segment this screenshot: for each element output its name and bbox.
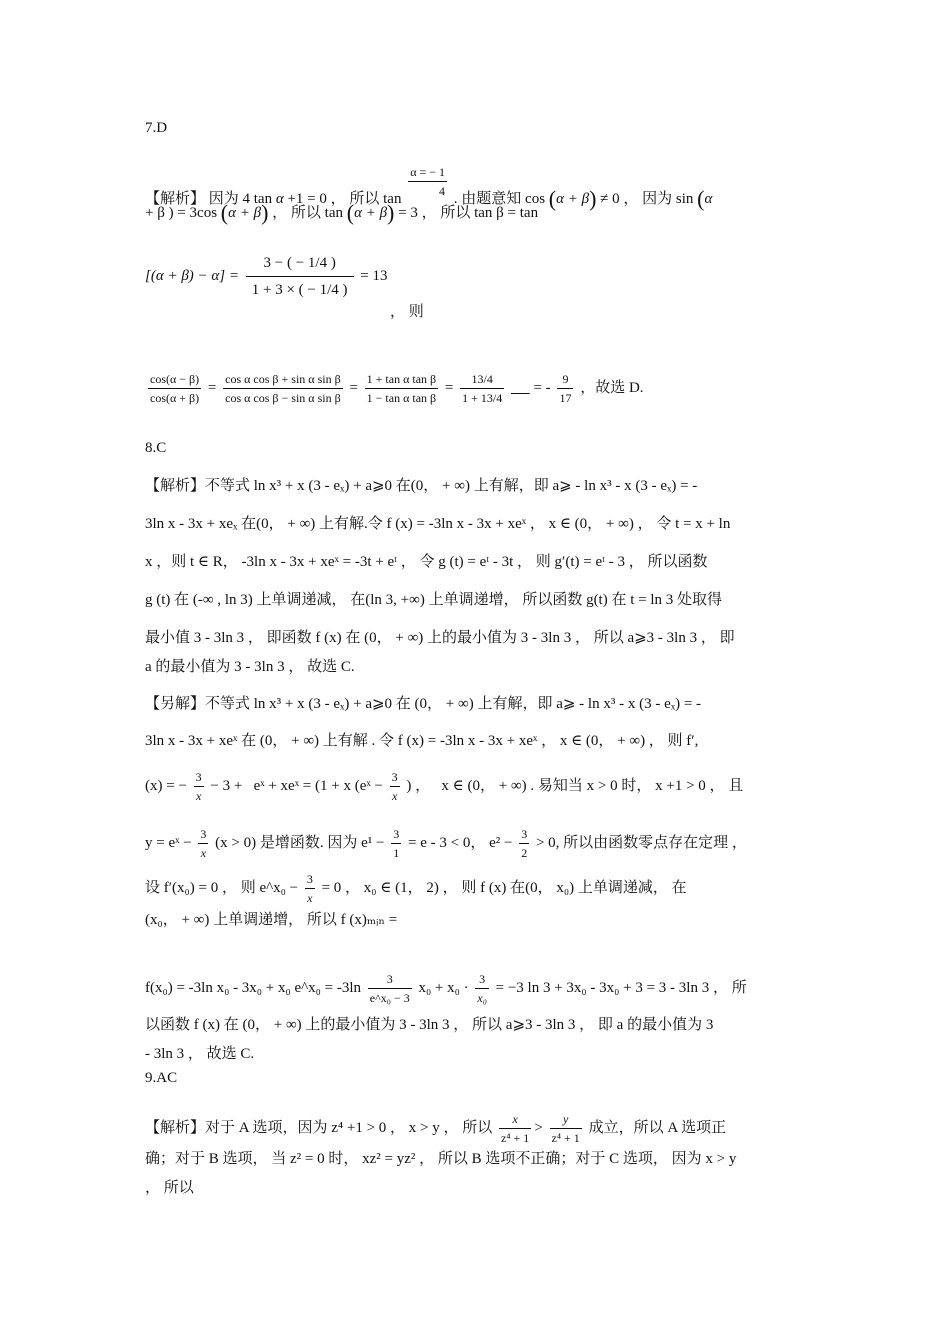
q8-text: (eˣ − <box>354 777 383 794</box>
q8-line: 最小值 3 - 3ln 3 ， 即函数 f (x) 在 (0， + ∞) 上的最小值为 3 - 3ln 3 ， 所以 a⩾3 - 3ln 3 ， 即 <box>145 630 735 646</box>
q8-text: > 0, 所以由函数零点存在定理 ， <box>535 834 747 851</box>
q7-text: α + β <box>354 205 388 221</box>
q7-text: . 由题意知 cos <box>453 191 546 207</box>
q8-text: (x > 0) 是增函数. 因为 e¹ − <box>215 834 385 851</box>
q8-frac-3-over-e <box>368 970 412 1007</box>
q7-frac-c-num: 1 + tan α tan β <box>365 370 438 389</box>
q7-line-3 <box>145 250 388 303</box>
q7-frac-a-den: cos(α + β) <box>150 391 200 405</box>
q8-alt-line-5 <box>145 870 687 907</box>
q7-frac-d-num: 13/4 <box>460 370 504 389</box>
q8-text: ) ， <box>406 777 431 794</box>
q7-frac-c-den: 1 − tan α tan β <box>366 391 437 405</box>
q8-alt-line: 【另解】不等式 ln x³ + x (3 - eₓ) + a⩾0 在 (0， + ∞) 上有解，即 a⩾ - ln x³ - x (3 - eₓ) = - <box>145 696 702 712</box>
q9-heading: 9.AC <box>145 1070 178 1086</box>
q9-text: 成立，所以 A 选项正 <box>588 1119 727 1136</box>
q7-frac-b-num: cos α cos β + sin α sin β <box>223 370 343 389</box>
q9-text: 【解析】对于 A 选项，因为 z⁴ +1 > 0 ， x > y ， 所以 <box>145 1119 493 1136</box>
q8-frac-3-over-x <box>305 870 315 907</box>
q7-text: = 13 <box>360 267 388 284</box>
q9-frac-y <box>550 1110 582 1147</box>
q9-line: 确；对于 B 选项， 当 z² = 0 时， xz² = yz² ， 所以 B 选项不正确；对于 C 选项， 因为 x > y <box>145 1151 737 1167</box>
q7-text: ≠ 0 ， 因为 sin <box>600 191 698 207</box>
q7-text: α + β <box>228 205 262 221</box>
q9-frac-x <box>499 1110 531 1147</box>
q8-line: g (t) 在 (-∞ , ln 3) 上单调递减， 在(ln 3, +∞) 上单调递增， 所以函数 g(t) 在 t = ln 3 处取得 <box>145 592 723 608</box>
frac-den: z⁴ + 1 <box>551 1131 580 1145</box>
frac-num: 3 <box>390 768 400 787</box>
frac-den: x <box>200 846 207 860</box>
frac-den: x <box>196 789 202 803</box>
q8-alt-line: (x₀， + ∞) 上单调递增， 所以 f (x)ₘᵢₙ = <box>145 912 398 928</box>
q8-frac-3-over-2 <box>519 825 529 862</box>
frac-den: 2 <box>521 846 528 860</box>
q7-frac-a <box>148 370 201 407</box>
q8-heading: 8.C <box>145 440 167 456</box>
q8-text: 设 f′(x₀) = 0 ， 则 e^x₀ − <box>145 879 299 896</box>
q7-line-5: $\frac{\cos(\alpha - \beta)}{\cos(\alpha + \beta)}$ = $\frac{\text{cos α cos β + sin α sin β}}{\text{cos α cos β − sin α sin β}}$ = $\frac{\text{1 + tan α tan β}}{\text{1 − tan α tan β}}$ = $\frac{13/4}{1 + 13/4}$ = - $\frac{9}{17}$ ，故选 D. <box>150 372 644 405</box>
frac-num: 3 <box>368 970 412 989</box>
q8-alt-line-7 <box>145 970 747 1007</box>
q7-heading: 7.D <box>145 120 168 136</box>
q7-frac-d-den: 1 + 13/4 <box>462 391 503 405</box>
q8-line: a 的最小值为 3 - 3ln 3 ， 故选 C. <box>145 659 355 675</box>
q7-frac-c <box>365 370 438 407</box>
q7-frac-b <box>223 370 343 407</box>
q7-text: α + β <box>556 191 590 207</box>
frac-den: 1 <box>393 846 400 860</box>
q7-frac-a-num: cos(α − β) <box>148 370 201 389</box>
q8-text: x ∈ (0， + ∞) . 易知当 x > 0 时， x +1 > 0 ， 且 <box>441 777 744 794</box>
q8-text: = −3 <box>495 979 524 996</box>
q8-frac-3-over-x0 <box>475 970 489 1007</box>
frac-num: x <box>499 1110 531 1129</box>
q7-text: = 3 ， 所以 tan β = tan <box>398 205 539 221</box>
q8-text: f(x₀) = -3ln x₀ - 3x₀ + x₀ e^x₀ = -3ln <box>145 979 362 996</box>
q7-frac-d <box>460 370 504 407</box>
q8-frac-3-over-x <box>390 768 400 805</box>
q7-alpha-prefix: α = − <box>410 165 437 179</box>
frac-num: 3 <box>194 768 204 787</box>
q8-text: eˣ + xeˣ = (1 + x <box>253 777 351 794</box>
q7-big-den: 1 + 3 × ( − 1/4 ) <box>251 282 348 298</box>
q8-line: 【解析】不等式 ln x³ + x (3 - eₓ) + a⩾0 在(0， + ∞) 上有解，即 a⩾ - ln x³ - x (3 - eₓ) = - <box>145 478 698 494</box>
q8-line: 3ln x - 3x + xeₓ 在(0， + ∞) 上有解.令 f (x) = -3ln x - 3x + xeˣ ， x ∈ (0， + ∞) ， 令 t = x + ln <box>145 516 731 532</box>
q7-text: = - <box>533 379 551 396</box>
frac-num: 3 <box>305 870 315 889</box>
frac-den: z⁴ + 1 <box>501 1131 530 1145</box>
q8-text: x₀ + x₀ · <box>418 979 469 996</box>
q7-big-fraction <box>246 250 354 303</box>
q8-text: − 3 + <box>210 777 243 794</box>
q8-frac-3-over-1 <box>391 825 401 862</box>
q7-text: [(α + β) − α] = <box>145 267 239 284</box>
q8-text: = e - 3 < 0， e² − <box>408 834 513 851</box>
q8-frac-3-over-x <box>198 825 208 862</box>
frac-den: e^x₀ − 3 <box>369 991 410 1005</box>
q8-text: y = eˣ − <box>145 834 192 851</box>
q7-line-1: 【解析】 因为 4 tan α +1 = 0 ， 所以 tan $\frac{\alpha = - 1}{4}$ . 由题意知 cos (α + β) ≠ 0 ， 因为 sin (α <box>145 165 713 211</box>
q8-alt-line-3 <box>145 768 743 805</box>
frac-den: x <box>392 789 398 803</box>
q8-text: = 0 ， x₀ ∈ (1， 2) ， 则 f (x) 在(0， x₀) 上单调递减， 在 <box>321 879 687 896</box>
q7-frac-f <box>557 370 573 407</box>
q9-line: ， 所以 <box>145 1180 194 1196</box>
q8-alt-line: 以函数 f (x) 在 (0， + ∞) 上的最小值为 3 - 3ln 3 ， 所以 a⩾3 - 3ln 3 ， 即 a 的最小值为 3 <box>145 1017 714 1033</box>
q7-text: +1 = 0 ， 所以 tan <box>283 191 402 207</box>
q7-frac-f-num: 9 <box>557 370 573 389</box>
q8-alt-line-4 <box>145 825 747 862</box>
q7-frac-b-den: cos α cos β − sin α sin β <box>225 391 341 405</box>
q7-text: ， 所以 tan <box>272 205 347 221</box>
q9-line-1: 【解析】对于 A 选项，因为 z⁴ +1 > 0 ， x > y ， 所以 $\frac{x}{\text{z⁴ + 1}}$ > $\frac{y}{\text{z⁴ + 1}}$ 成立，所以 A 选项正 <box>145 1112 727 1145</box>
q7-alpha-den: 4 <box>439 184 446 198</box>
q8-line: x ，则 t ∈ R， -3ln x - 3x + xeˣ = -3t + eᵗ ， 令 g (t) = eᵗ - 3t ， 则 g′(t) = eᵗ - 3 ， 所以函数 <box>145 554 708 570</box>
frac-num: 3 <box>519 825 529 844</box>
frac-den: x₀ <box>477 991 487 1005</box>
q7-text: 【解析】 因为 4 tan <box>145 191 276 207</box>
q8-text: ln 3 + 3x₀ - 3x₀ + 3 = 3 - 3ln 3 ， 所 <box>527 979 747 996</box>
frac-num: y <box>550 1110 582 1129</box>
q8-frac-3-over-x <box>194 768 204 805</box>
q7-frac-f-den: 17 <box>559 391 572 405</box>
q7-alpha-num: 1 <box>439 165 446 179</box>
frac-den: x <box>307 891 313 905</box>
q7-alpha-fraction <box>408 163 447 200</box>
frac-num: 3 <box>198 825 208 844</box>
frac-num: 3 <box>475 970 489 989</box>
q7-line-4: ， 则 <box>390 304 424 320</box>
q8-text: (x) = − <box>145 777 187 794</box>
q8-alt-line: - 3ln 3 ， 故选 C. <box>145 1046 255 1062</box>
q7-big-num: 3 − ( − 1/4 ) <box>246 250 354 277</box>
q7-text: ，故选 D. <box>580 379 644 396</box>
q7-text: + β ) = 3cos <box>145 205 221 221</box>
q7-line-2: + β ) = 3cos (α + β) ， 所以 tan (α + β) = 3 ， 所以 tan β = tan <box>145 200 539 225</box>
q8-alt-line: 3ln x - 3x + xeˣ 在 (0， + ∞) 上有解 . 令 f (x) = -3ln x - 3x + xeˣ ， x ∈ (0， + ∞) ， 则 f′, <box>145 733 699 749</box>
frac-num: 3 <box>391 825 401 844</box>
